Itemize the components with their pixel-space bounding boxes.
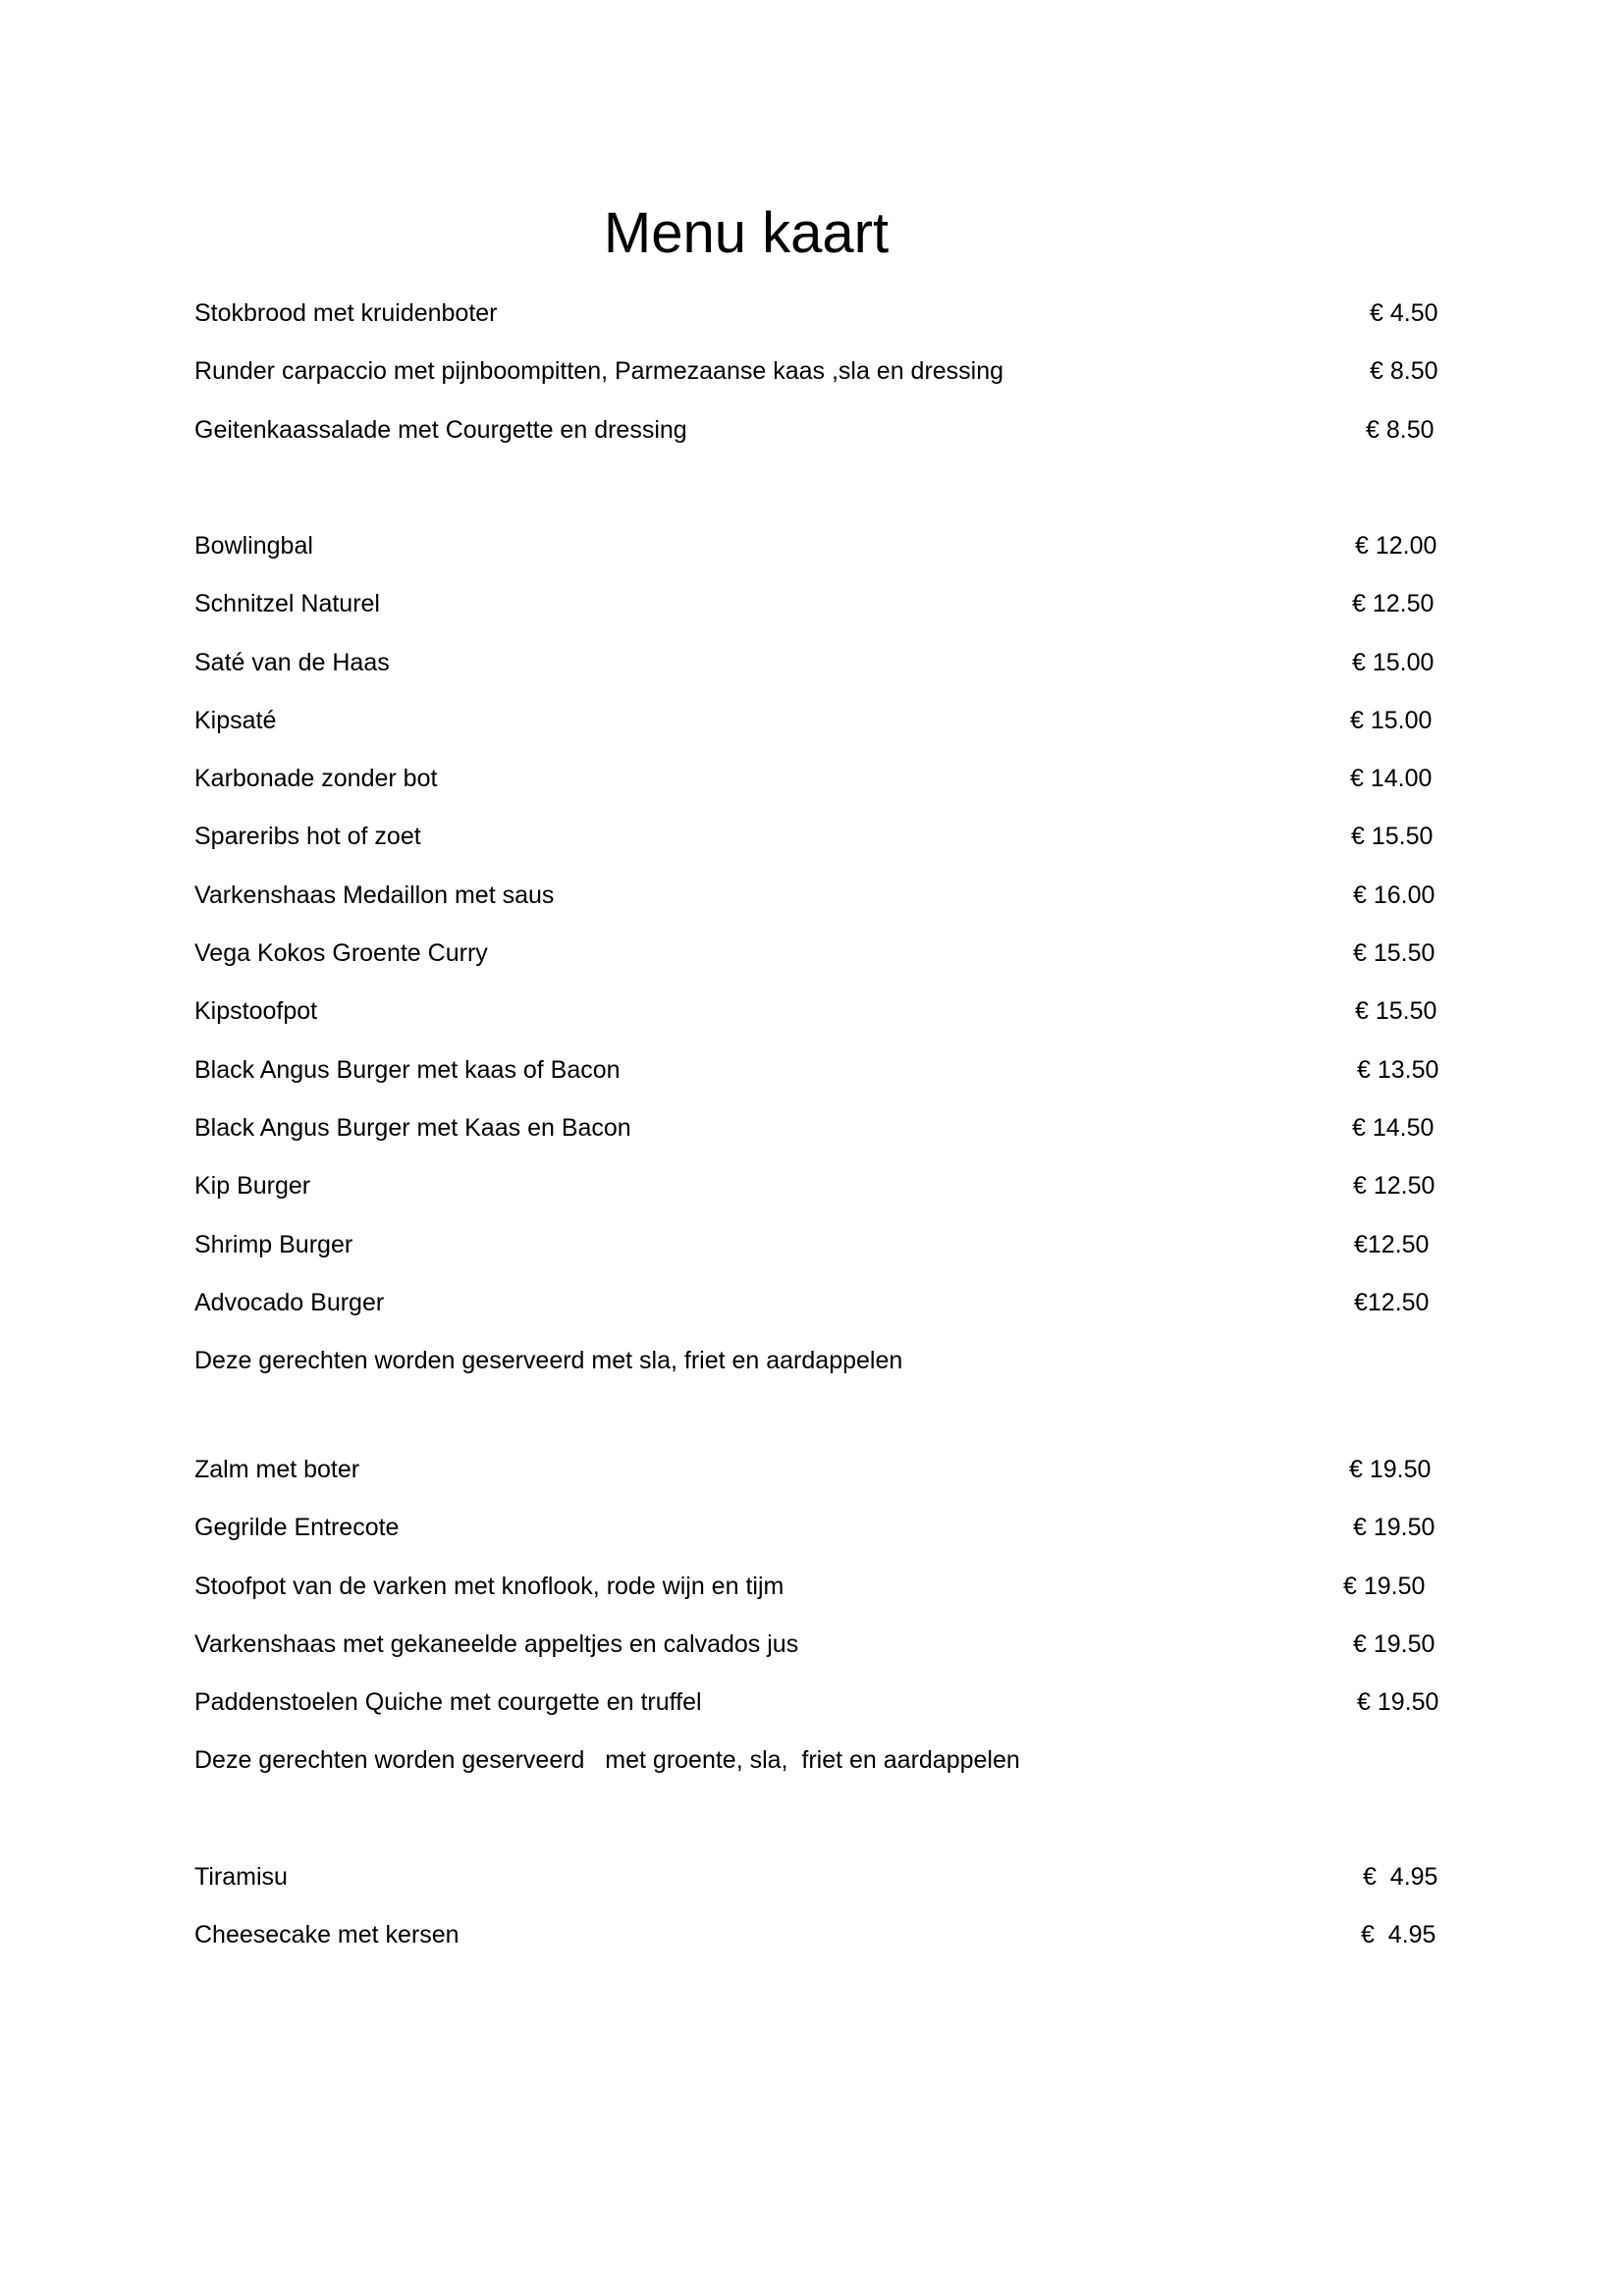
item-name: Tiramisu (194, 1863, 288, 1891)
list-item (194, 1674, 1451, 1732)
item-name: Kipstoofpot (194, 997, 318, 1026)
item-name: Kipsaté (194, 706, 277, 734)
item-name: Geitenkaassalade met Courgette en dressing (194, 415, 687, 444)
list-item (194, 925, 1451, 983)
list-item (194, 867, 1451, 925)
list-item (194, 575, 1451, 633)
list-item (194, 1906, 1451, 1964)
list-item (194, 634, 1451, 692)
serving-note: Deze gerechten worden geserveerd met sla, friet en aardappelen (194, 1347, 903, 1375)
item-price: € 12.50 (1352, 590, 1435, 618)
list-item (194, 1616, 1451, 1674)
item-price: € 19.50 (1353, 1514, 1435, 1542)
item-price: € 19.50 (1343, 1572, 1426, 1600)
list-item (194, 285, 1451, 343)
list-item (194, 1157, 1451, 1215)
item-name: Saté van de Haas (194, 648, 390, 676)
item-name: Karbonade zonder bot (194, 765, 438, 793)
item-name: Zalm met boter (194, 1456, 360, 1483)
item-price: € 15.50 (1351, 823, 1434, 851)
list-item (194, 1499, 1451, 1557)
list-item (194, 517, 1451, 575)
item-price: € 8.50 (1370, 357, 1438, 386)
serving-note: Deze gerechten worden geserveerd met groente, sla, friet en aardappelen (194, 1746, 1020, 1775)
item-price: € 4.95 (1361, 1921, 1436, 1949)
item-price: € 16.00 (1353, 881, 1435, 909)
item-name: Schnitzel Naturel (194, 590, 380, 618)
list-item (194, 692, 1451, 750)
item-name: Black Angus Burger met kaas of Bacon (194, 1055, 621, 1084)
item-price: € 15.50 (1353, 939, 1435, 968)
menu-section-specials (194, 1441, 1451, 1790)
list-item (194, 1274, 1451, 1332)
item-name: Runder carpaccio met pijnboompitten, Parmezaanse kaas ,sla en dressing (194, 357, 1004, 386)
item-name: Bowlingbal (194, 532, 313, 560)
section-note (194, 1332, 1451, 1390)
item-name: Vega Kokos Groente Curry (194, 939, 488, 968)
item-price: €12.50 (1354, 1288, 1430, 1316)
item-name: Shrimp Burger (194, 1230, 353, 1258)
list-item (194, 983, 1451, 1041)
item-name: Stokbrood met kruidenboter (194, 299, 498, 327)
menu-section-mains (194, 517, 1451, 1390)
item-price: € 12.00 (1355, 532, 1437, 560)
item-price: € 15.50 (1355, 997, 1437, 1026)
item-price: € 19.50 (1349, 1456, 1432, 1483)
list-item (194, 808, 1451, 866)
item-price: € 15.00 (1350, 706, 1433, 734)
list-item (194, 1558, 1451, 1616)
item-price: € 13.50 (1357, 1055, 1439, 1084)
item-name: Stoofpot van de varken met knoflook, rode wijn en tijm (194, 1572, 785, 1600)
item-price: € 8.50 (1366, 415, 1435, 444)
item-name: Varkenshaas Medaillon met saus (194, 881, 555, 909)
item-price: € 19.50 (1357, 1688, 1439, 1717)
list-item (194, 1441, 1451, 1499)
item-name: Spareribs hot of zoet (194, 823, 421, 851)
item-name: Black Angus Burger met Kaas en Bacon (194, 1113, 631, 1142)
item-name: Gegrilde Entrecote (194, 1514, 400, 1542)
item-price: €12.50 (1354, 1230, 1430, 1258)
list-item (194, 750, 1451, 808)
list-item (194, 1848, 1451, 1906)
item-price: € 4.50 (1370, 299, 1438, 327)
item-price: € 14.50 (1352, 1113, 1435, 1142)
list-item (194, 401, 1451, 459)
item-price: € 4.95 (1363, 1863, 1438, 1891)
menu-section-desserts (194, 1848, 1451, 1965)
item-name: Paddenstoelen Quiche met courgette en truffel (194, 1688, 702, 1717)
list-item (194, 1216, 1451, 1274)
item-price: € 12.50 (1353, 1172, 1435, 1201)
item-name: Cheesecake met kersen (194, 1921, 460, 1949)
list-item (194, 1041, 1451, 1099)
menu-section-starters (194, 285, 1451, 459)
item-name: Varkenshaas met gekaneelde appeltjes en calvados jus (194, 1629, 799, 1658)
item-price: € 19.50 (1353, 1629, 1435, 1658)
item-price: € 14.00 (1350, 765, 1433, 793)
section-note (194, 1732, 1451, 1789)
item-name: Kip Burger (194, 1172, 311, 1201)
list-item (194, 1099, 1451, 1157)
item-price: € 15.00 (1352, 648, 1435, 676)
item-name: Advocado Burger (194, 1288, 385, 1316)
list-item (194, 343, 1451, 400)
page-title: Menu kaart (603, 201, 890, 265)
